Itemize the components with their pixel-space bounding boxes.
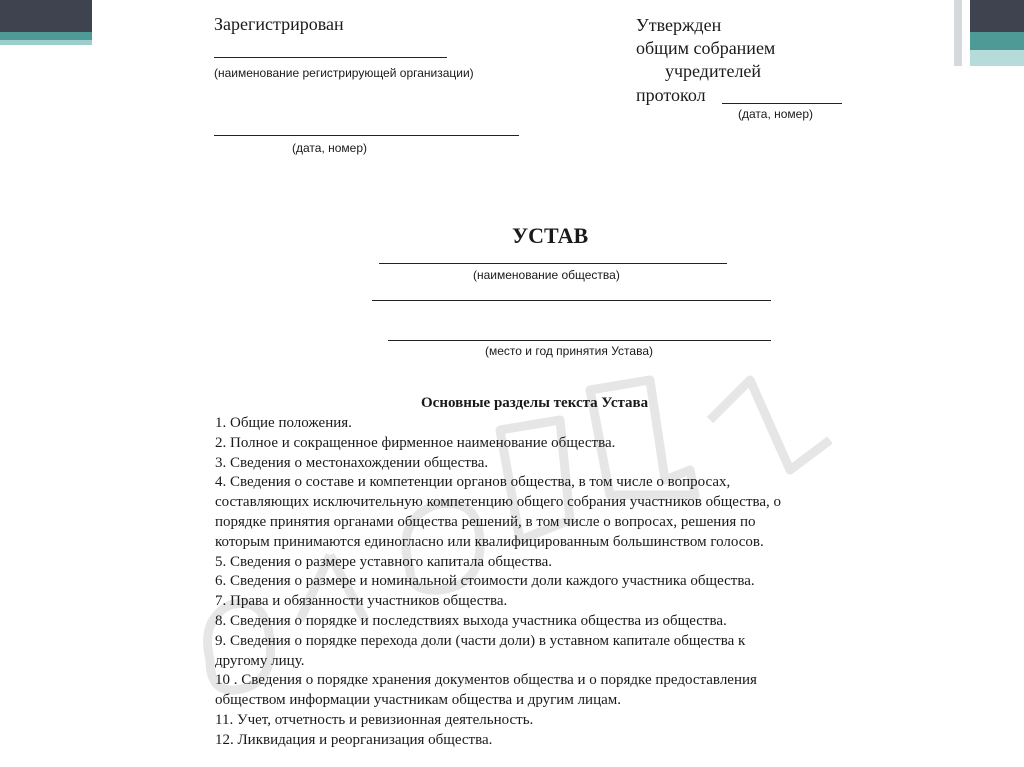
- corner-stripe-gray: [954, 0, 962, 66]
- slide-corner-decoration-left: [0, 0, 92, 48]
- corner-bar-dark: [970, 0, 1024, 32]
- list-item: обществом информации участникам общества и другим лицам.: [215, 692, 622, 709]
- company-name-line: [379, 263, 727, 264]
- list-item: 4. Сведения о составе и компетенции органов общества, в том числе о вопросах,: [215, 474, 731, 491]
- sections-list: [215, 414, 895, 751]
- corner-bar-dark: [0, 0, 92, 32]
- company-name-caption: (наименование общества): [473, 268, 620, 282]
- document-title: УСТАВ: [512, 223, 589, 248]
- approved-label: Утвержден: [636, 15, 722, 35]
- list-item: 11. Учет, отчетность и ревизионная деятельность.: [215, 711, 534, 728]
- list-item: 5. Сведения о размере уставного капитала общества.: [215, 553, 553, 570]
- list-item: 10 . Сведения о порядке хранения документов общества и о порядке предоставления: [215, 672, 757, 689]
- founders-label: учредителей: [665, 61, 762, 81]
- corner-bar-teal: [0, 32, 92, 40]
- corner-stripe-white: [962, 0, 970, 66]
- approved-by-assembly-label: общим собранием: [636, 38, 776, 58]
- protocol-line: [722, 103, 842, 104]
- registration-date-line: [214, 135, 519, 136]
- list-item: порядке принятия органами общества решений, в том числе о вопросах, решения по: [215, 513, 756, 530]
- list-item: 7. Права и обязанности участников общества.: [215, 593, 508, 610]
- list-item: 3. Сведения о местонахождении общества.: [215, 454, 489, 471]
- list-item: 9. Сведения о порядке перехода доли (части доли) в уставном капитале общества к: [215, 632, 746, 649]
- registration-org-caption: (наименование регистрирующей организации): [214, 66, 474, 80]
- list-item: 12. Ликвидация и реорганизация общества.: [215, 731, 493, 748]
- sections-heading: Основные разделы текста Устава: [421, 395, 649, 411]
- protocol-date-caption: (дата, номер): [738, 107, 814, 121]
- registered-label: Зарегистрирован: [214, 14, 344, 34]
- registration-org-line: [214, 57, 447, 58]
- corner-bar-teal: [970, 32, 1024, 50]
- list-item: 2. Полное и сокращенное фирменное наименование общества.: [215, 434, 616, 451]
- list-item: другому лицу.: [215, 652, 305, 669]
- corner-bar-light: [970, 50, 1024, 66]
- place-year-line: [388, 340, 771, 341]
- protocol-label: протокол: [636, 85, 706, 105]
- list-item: 1. Общие положения.: [215, 415, 352, 431]
- list-item: которым принимаются единогласно или квалифицированным большинством голосов.: [215, 533, 764, 550]
- slide-corner-decoration-right: [954, 0, 1024, 66]
- list-item: 8. Сведения о порядке и последствиях выхода участника общества из общества.: [215, 612, 727, 629]
- list-item: составляющих исключительную компетенцию общего собрания участников общества, о: [215, 494, 782, 511]
- list-item: 6. Сведения о размере и номинальной стоимости доли каждого участника общества.: [215, 573, 755, 590]
- company-name-line-2: [372, 300, 771, 301]
- registration-date-caption: (дата, номер): [292, 141, 368, 155]
- place-year-caption: (место и год принятия Устава): [485, 344, 653, 358]
- corner-bar-light: [0, 40, 92, 45]
